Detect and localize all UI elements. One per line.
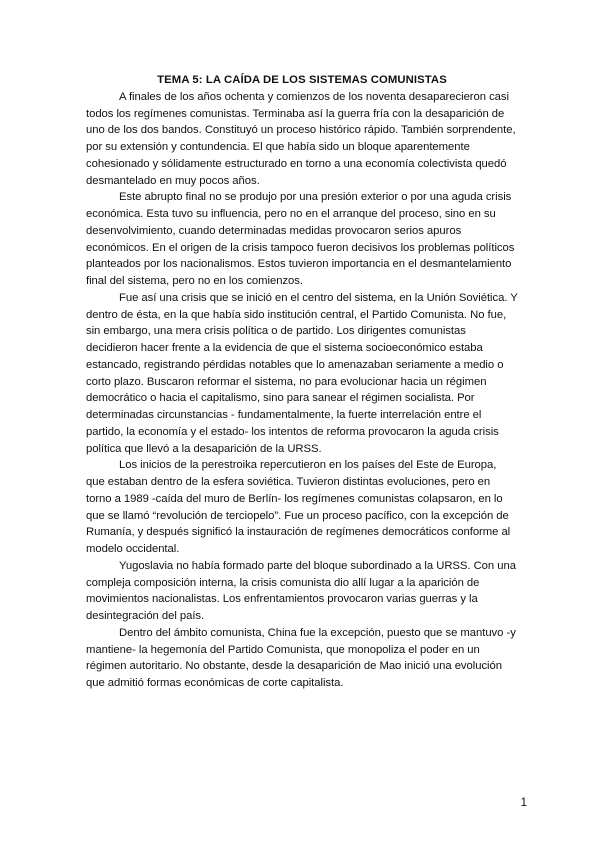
document-title: TEMA 5: LA CAÍDA DE LOS SISTEMAS COMUNISTAS bbox=[157, 74, 447, 86]
paragraph-5: Yugoslavia no había formado parte del bloque subordinado a la URSS. Con una compleja composición interna, la crisis comunista dio allí lugar a la aparición de movimientos nacionalistas. Los enfrentamientos provocaron varias guerras y la desintegración del país. bbox=[86, 559, 516, 622]
paragraph-1: A finales de los años ochenta y comienzos de los noventa desaparecieron casi todos los regímenes comunistas. Terminaba así la guerra fría con la desaparición de uno de los dos bandos. Constituyó un proceso histórico rápido. También sorprendente, por su extensión y contundencia. El que había sido un bloque aparentemente cohesionado y sólidamente estructurado en torno a una economía colectivista quedó desmantelado en muy pocos años. bbox=[86, 90, 516, 187]
paragraph-2: Este abrupto final no se produjo por una presión exterior o por una aguda crisis económica. Esta tuvo su influencia, pero no en el arranque del proceso, sino en su desenvolvimiento, cuando determinadas medidas provocaron serios apuros económicos. En el origen de la crisis tampoco fueron decisivos los problemas políticos planteados por los nacionalismos. Estos tuvieron importancia en el desmantelamiento final del sistema, pero no en los comienzos. bbox=[86, 191, 515, 287]
page-number: 1 bbox=[520, 797, 527, 809]
paragraph-3: Fue así una crisis que se inició en el centro del sistema, en la Unión Soviética. Y dentro de ésta, en la que había sido institución central, el Partido Comunista. No fue, sin embargo, una mera crisis política o de partido. Los dirigentes comunistas decidieron hacer frente a la evidencia de que el sistema socioeconómico estaba estancado, registrando pérdidas notables que lo amenazaban seriamente a medio o corto plazo. Buscaron reformar el sistema, no para evolucionar hacia un régimen democrático o hacia el capitalismo, sino para sanear el régimen socialista. Por determinadas circunstancias - fundamentalmente, la fuerte interrelación entre el partido, la economía y el estado- los intentos de reforma provocaron la aguda crisis política que llevó a la desaparición de la URSS. bbox=[86, 291, 518, 455]
document-body bbox=[86, 72, 518, 692]
paragraph-4: Los inicios de la perestroika repercutieron en los países del Este de Europa, que estaban dentro de la esfera soviética. Tuvieron distintas evoluciones, pero en torno a 1989 -caída del muro de Berlín- los regímenes comunistas colapsaron, en lo que se llamó “revolución de terciopelo”. Fue un proceso pacífico, con la excepción de Rumanía, y después significó la instauración de regímenes democráticos conforme al modelo occidental. bbox=[86, 459, 511, 555]
paragraph-6: Dentro del ámbito comunista, China fue la excepción, puesto que se mantuvo -y mantiene- la hegemonía del Partido Comunista, que monopoliza el poder en un régimen autoritario. No obstante, desde la desaparición de Mao inició una evolución que admitió formas económicas de corte capitalista. bbox=[86, 626, 516, 689]
